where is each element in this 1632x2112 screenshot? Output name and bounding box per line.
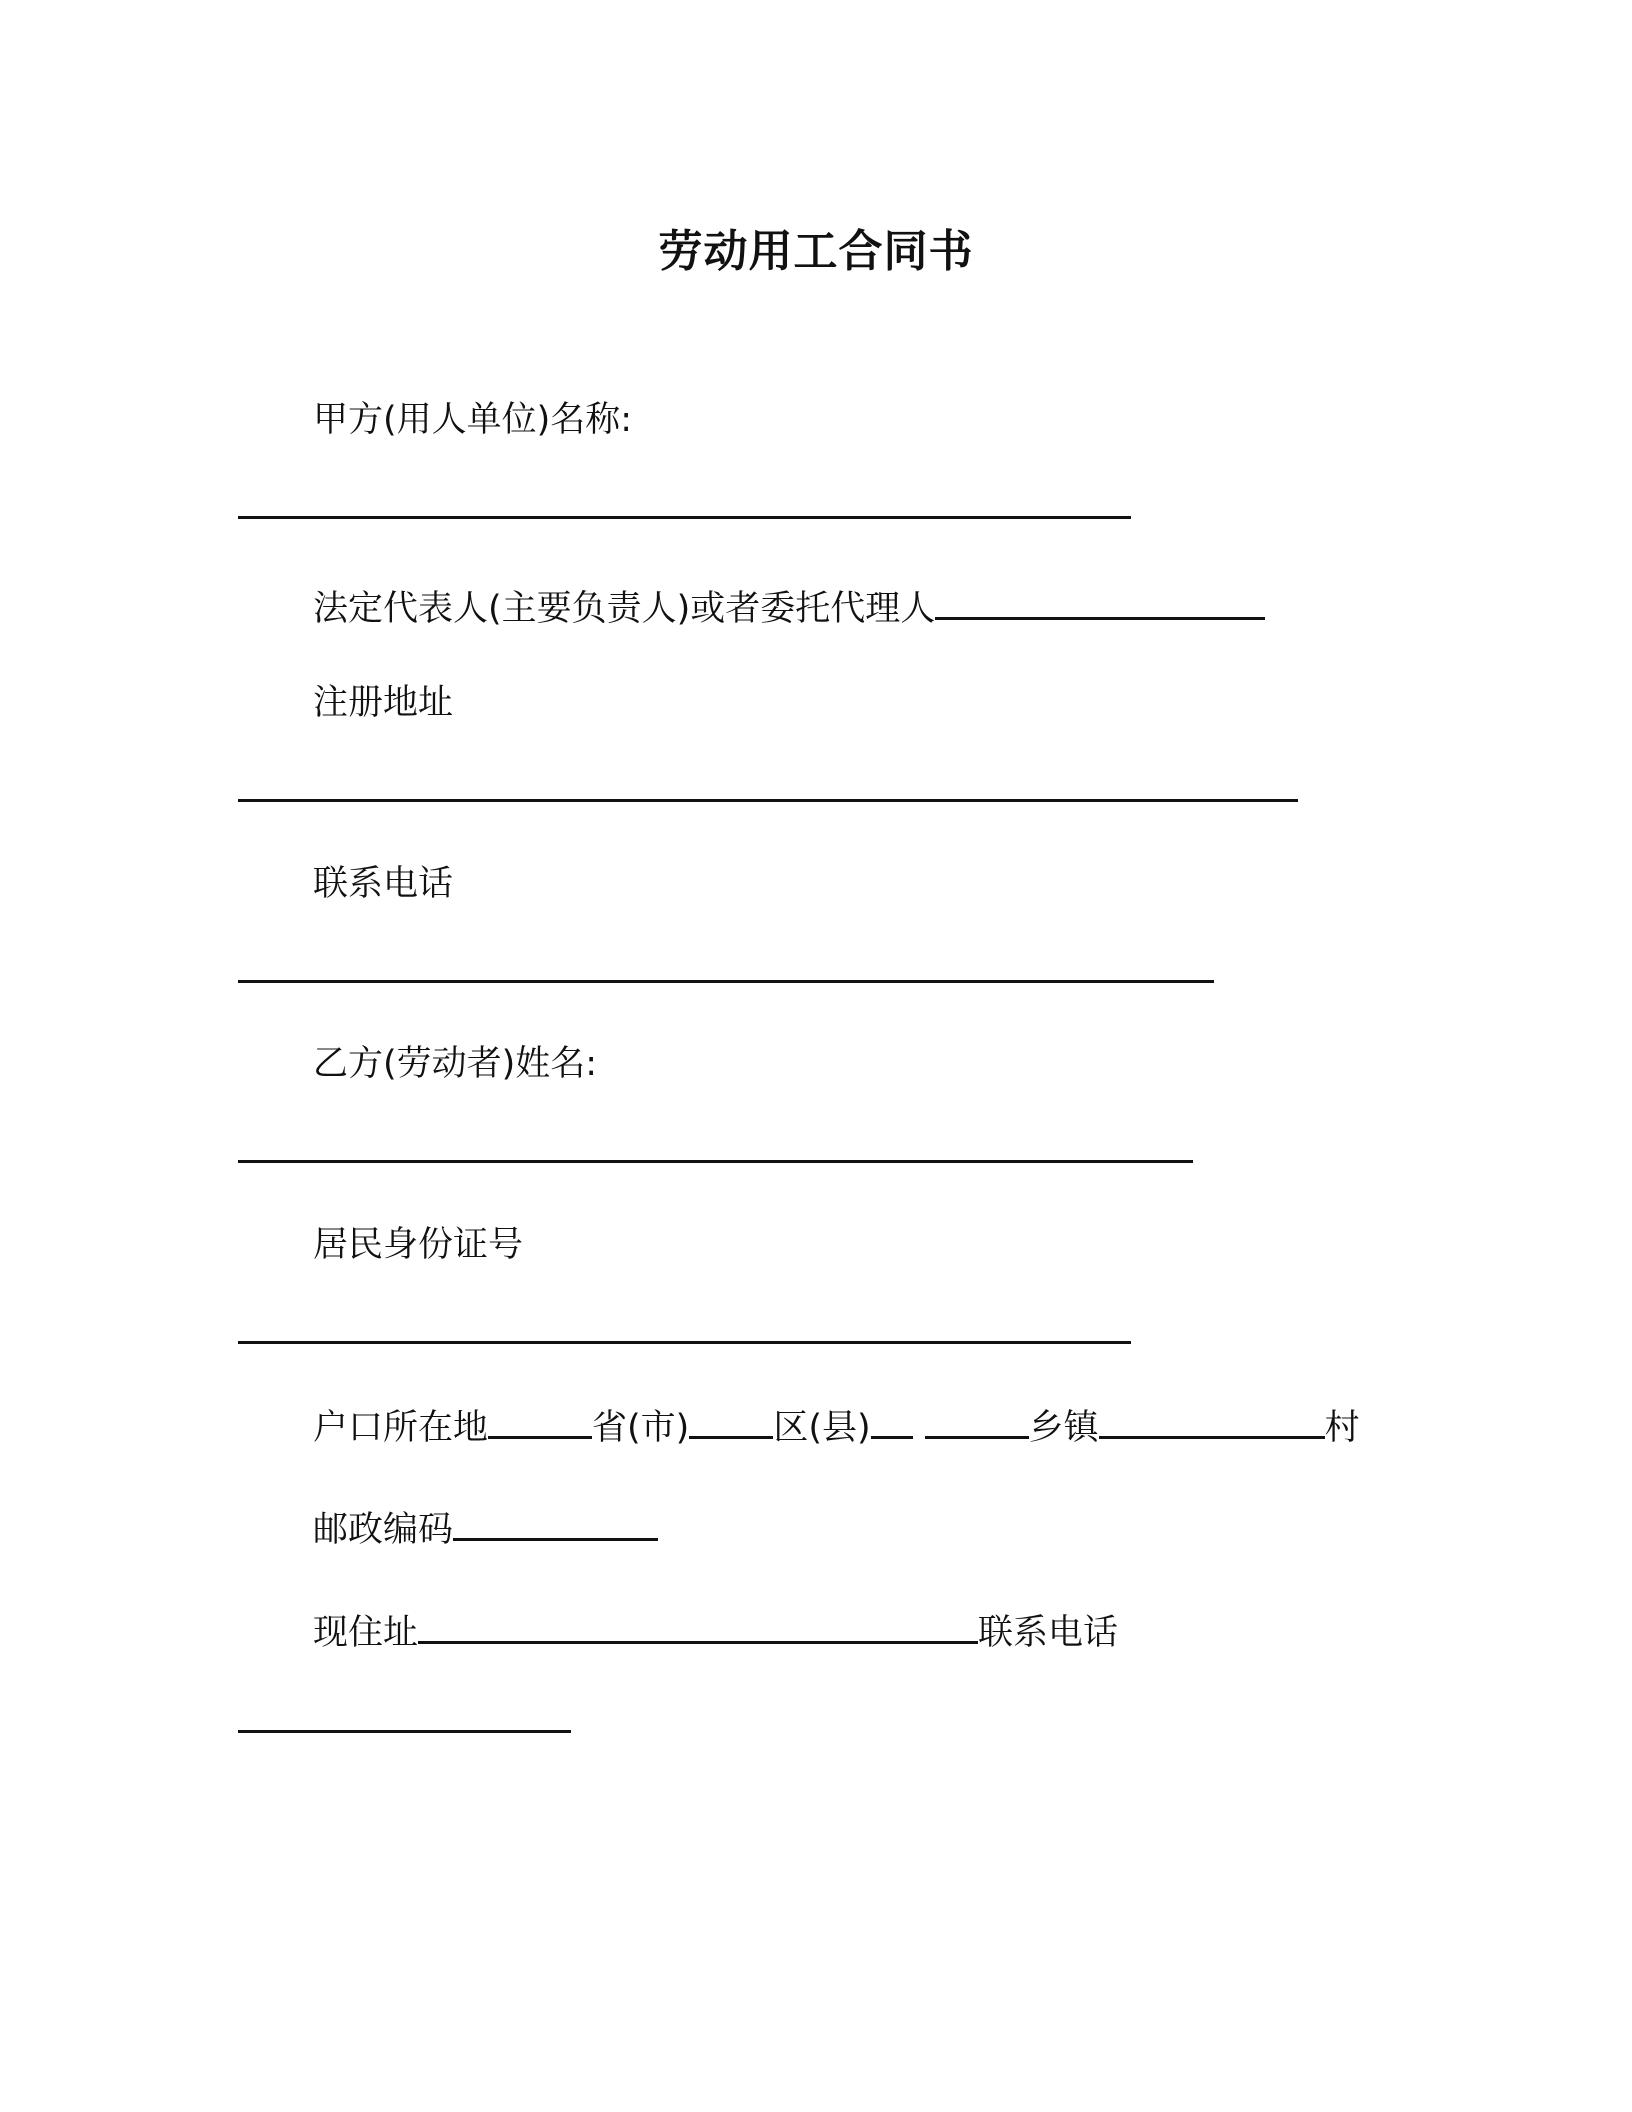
party-a-name-blank[interactable]	[238, 516, 1131, 519]
id-number-label-text: 居民身份证号	[313, 1225, 524, 1265]
party-b-name-label-text: 乙方(劳动者)姓名:	[313, 1044, 598, 1084]
hukou-province-label: 省(市)	[592, 1408, 690, 1448]
party-b-name-blank[interactable]	[238, 1160, 1193, 1163]
legal-representative-line	[313, 583, 1265, 633]
hukou-township-blank[interactable]	[925, 1402, 1029, 1439]
party-a-name-label	[313, 396, 632, 444]
current-address-label: 现住址	[313, 1613, 419, 1653]
legal-rep-label: 法定代表人(主要负责人)或者委托代理人	[313, 589, 936, 629]
postal-code-label: 邮政编码	[313, 1510, 454, 1550]
hukou-district-label: 区(县)	[773, 1408, 871, 1448]
postal-code-blank[interactable]	[453, 1504, 658, 1541]
hukou-township-label: 乡镇	[1028, 1408, 1099, 1448]
current-address-line	[313, 1607, 1118, 1657]
current-address-blank[interactable]	[418, 1607, 978, 1644]
registered-address-label	[313, 679, 453, 727]
hukou-village-label: 村	[1324, 1408, 1360, 1448]
hukou-province-blank[interactable]	[488, 1402, 592, 1439]
party-a-name-label-text: 甲方(用人单位)名称:	[313, 400, 633, 440]
hukou-district-blank-2[interactable]	[871, 1402, 913, 1439]
document-title: 劳动用工合同书	[658, 226, 974, 277]
party-a-phone-blank[interactable]	[238, 980, 1214, 983]
party-a-phone-label	[313, 860, 453, 908]
registered-address-label-text: 注册地址	[313, 683, 454, 723]
hukou-village-blank[interactable]	[1099, 1402, 1325, 1439]
registered-address-blank[interactable]	[238, 799, 1298, 802]
id-number-blank[interactable]	[238, 1341, 1131, 1344]
party-a-phone-label-text: 联系电话	[313, 864, 454, 904]
legal-rep-blank[interactable]	[935, 583, 1265, 620]
party-b-name-label	[313, 1040, 597, 1088]
postal-code-line	[313, 1504, 658, 1554]
party-b-phone-label: 联系电话	[978, 1613, 1119, 1653]
hukou-line	[313, 1402, 1360, 1452]
id-number-label	[313, 1221, 523, 1269]
hukou-label: 户口所在地	[313, 1408, 489, 1448]
hukou-district-blank[interactable]	[689, 1402, 773, 1439]
party-b-phone-blank[interactable]	[238, 1730, 571, 1733]
